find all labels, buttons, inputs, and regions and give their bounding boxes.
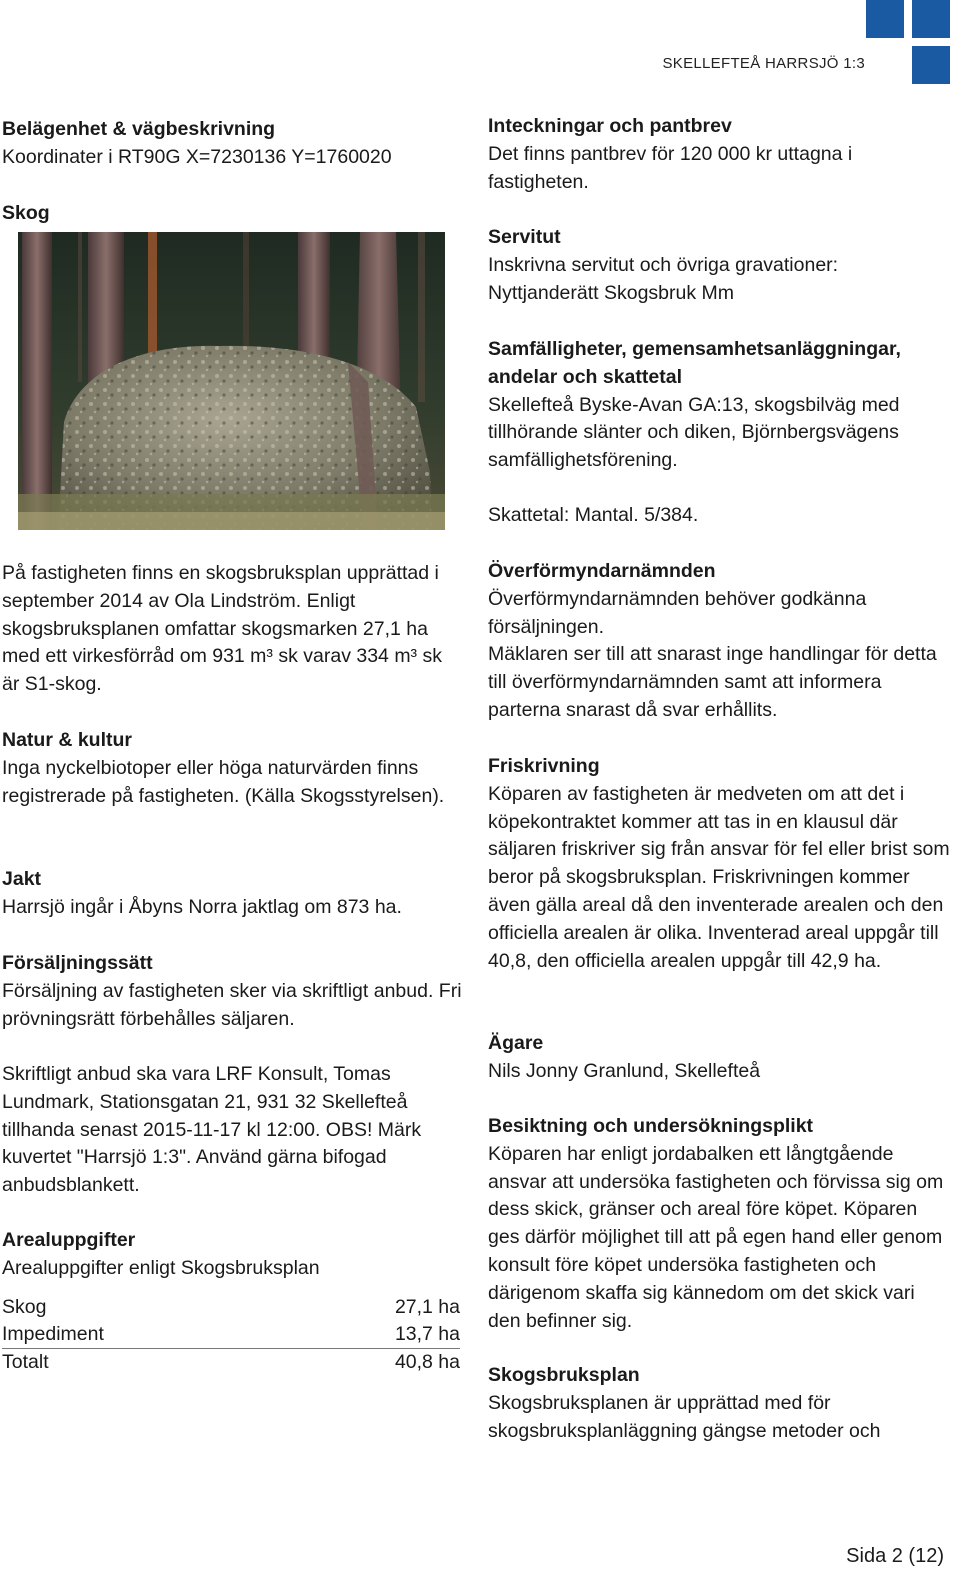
area-label: Totalt (2, 1351, 49, 1373)
section-heading: Jakt (2, 868, 42, 890)
section-heading: Arealuppgifter (2, 1229, 136, 1251)
page-number: Sida 2 (12) (846, 1545, 944, 1567)
area-value: 40,8 ha (394, 1351, 460, 1373)
section-text: Koordinater i RT90G X=7230136 Y=1760020 (2, 145, 392, 168)
section-heading: Friskrivning (488, 755, 600, 777)
section-natur (2, 727, 462, 810)
section-heading: Skogsbruksplan (488, 1364, 640, 1386)
section-text: Köparen har enligt jordabalken ett långtgående ansvar att undersöka fastigheten och förvissa sig om dess skick, gränser och areal före köpet. Köparen ges därför möjlighet till att på egen hand eller genom konsult före köpet undersöka fastigheten och därigenom skaffa sig kännedom om det skick vari den befinner sig. (488, 1142, 944, 1332)
section-text: Skellefteå Byske-Avan GA:13, skogsbilväg med tillhörande slänter och diken, Björnbergsvägens samfällighetsförening. (488, 393, 900, 472)
logo-square (912, 46, 950, 84)
section-anbud (2, 1061, 462, 1200)
area-label: Impediment (2, 1323, 104, 1345)
section-friskrivning (488, 753, 950, 975)
document-header-title: SKELLEFTEÅ HARRSJÖ 1:3 (662, 55, 865, 72)
section-jakt (2, 866, 462, 922)
section-inteckningar (488, 113, 950, 196)
section-text: Köparen av fastigheten är medveten om att det i köpekontraktet kommer att tas in en klausul där säljaren friskriver sig från ansvar för fel eller brist som beror på skogsbruksplan. Friskrivningen kommer även gälla areal då den inventerade arealen och den officiella arealen är olika. Inventerad areal uppgår till 40,8, den officiella arealen uppgår till 42,9 ha. (488, 782, 950, 972)
table-row (2, 1321, 460, 1348)
logo-square (866, 0, 904, 38)
section-text: Överförmyndarnämnden behöver godkänna försäljningen. (488, 587, 867, 638)
section-text: Skriftligt anbud ska vara LRF Konsult, Tomas Lundmark, Stationsgatan 21, 931 32 Skellefteå tillhanda senast 2015-11-17 kl 12:00. OBS! Märk kuvertet "Harrsjö 1:3". Använd gärna bifogad anbudsblankett. (2, 1063, 422, 1197)
section-heading: Natur & kultur (2, 729, 133, 751)
section-heading: Belägenhet & vägbeskrivning (2, 118, 276, 140)
section-text: Skattetal: Mantal. 5/384. (488, 504, 699, 526)
section-servitut (488, 224, 950, 307)
area-table (2, 1294, 460, 1376)
section-skattetal (488, 502, 950, 530)
section-skogsbruksplan (488, 1362, 950, 1445)
section-heading: Servitut (488, 226, 561, 248)
section-forsaljning (2, 950, 462, 1033)
section-samfalligheter (488, 336, 950, 475)
table-row-total (2, 1348, 460, 1376)
area-value: 13,7 ha (394, 1323, 460, 1345)
section-besiktning (488, 1113, 950, 1335)
section-subtitle: Arealuppgifter enligt Skogsbruksplan (2, 1256, 320, 1279)
section-agare (488, 1030, 950, 1086)
section-heading: Överförmyndarnämnden (488, 560, 716, 582)
section-text: Inskrivna servitut och övriga gravationer: Nyttjanderätt Skogsbruk Mm (488, 253, 839, 304)
section-text: Det finns pantbrev för 120 000 kr uttagna i fastigheten. (488, 142, 853, 193)
company-logo (862, 0, 954, 90)
section-heading: Samfälligheter, gemensamhetsanläggningar, andelar och skattetal (488, 338, 901, 388)
section-heading: Skog (2, 202, 50, 224)
forest-boulder-photo (18, 232, 445, 530)
area-label: Skog (2, 1296, 47, 1318)
section-text: Mäklaren ser till att snarast inge handlingar för detta till överförmyndarnämnden samt att informera parterna snarast då svar erhållits. (488, 643, 937, 721)
section-belagenhet (2, 116, 462, 172)
section-text: Skogsbruksplanen är upprättad med för skogsbruksplanläggning gängse metoder och (488, 1391, 881, 1442)
section-heading: Besiktning och undersökningsplikt (488, 1115, 814, 1137)
section-text: Harrsjö ingår i Åbyns Norra jaktlag om 873 ha. (2, 895, 402, 918)
section-text: Försäljning av fastigheten sker via skriftligt anbud. Fri prövningsrätt förbehålles säljaren. (2, 979, 462, 1030)
section-areal (2, 1227, 462, 1283)
section-text: På fastigheten finns en skogsbruksplan upprättad i september 2014 av Ola Lindström. Enligt skogsbruksplanen omfattar skogsmarken 27,1 ha med ett virkesförråd om 931 m³ sk varav 334 m³ sk är S1-skog. (2, 562, 442, 696)
section-heading: Inteckningar och pantbrev (488, 115, 732, 137)
area-value: 27,1 ha (394, 1296, 460, 1318)
section-skog-heading (2, 200, 462, 228)
section-text: Inga nyckelbiotoper eller höga naturvärden finns registrerade på fastigheten. (Källa Skogsstyrelsen). (2, 756, 445, 807)
section-overformyndar (488, 558, 950, 725)
section-text: Nils Jonny Granlund, Skellefteå (488, 1059, 761, 1082)
section-heading: Ägare (488, 1032, 544, 1054)
section-heading: Försäljningssätt (2, 952, 153, 974)
logo-square (912, 0, 950, 38)
table-row (2, 1294, 460, 1321)
section-skog-text (2, 560, 462, 699)
